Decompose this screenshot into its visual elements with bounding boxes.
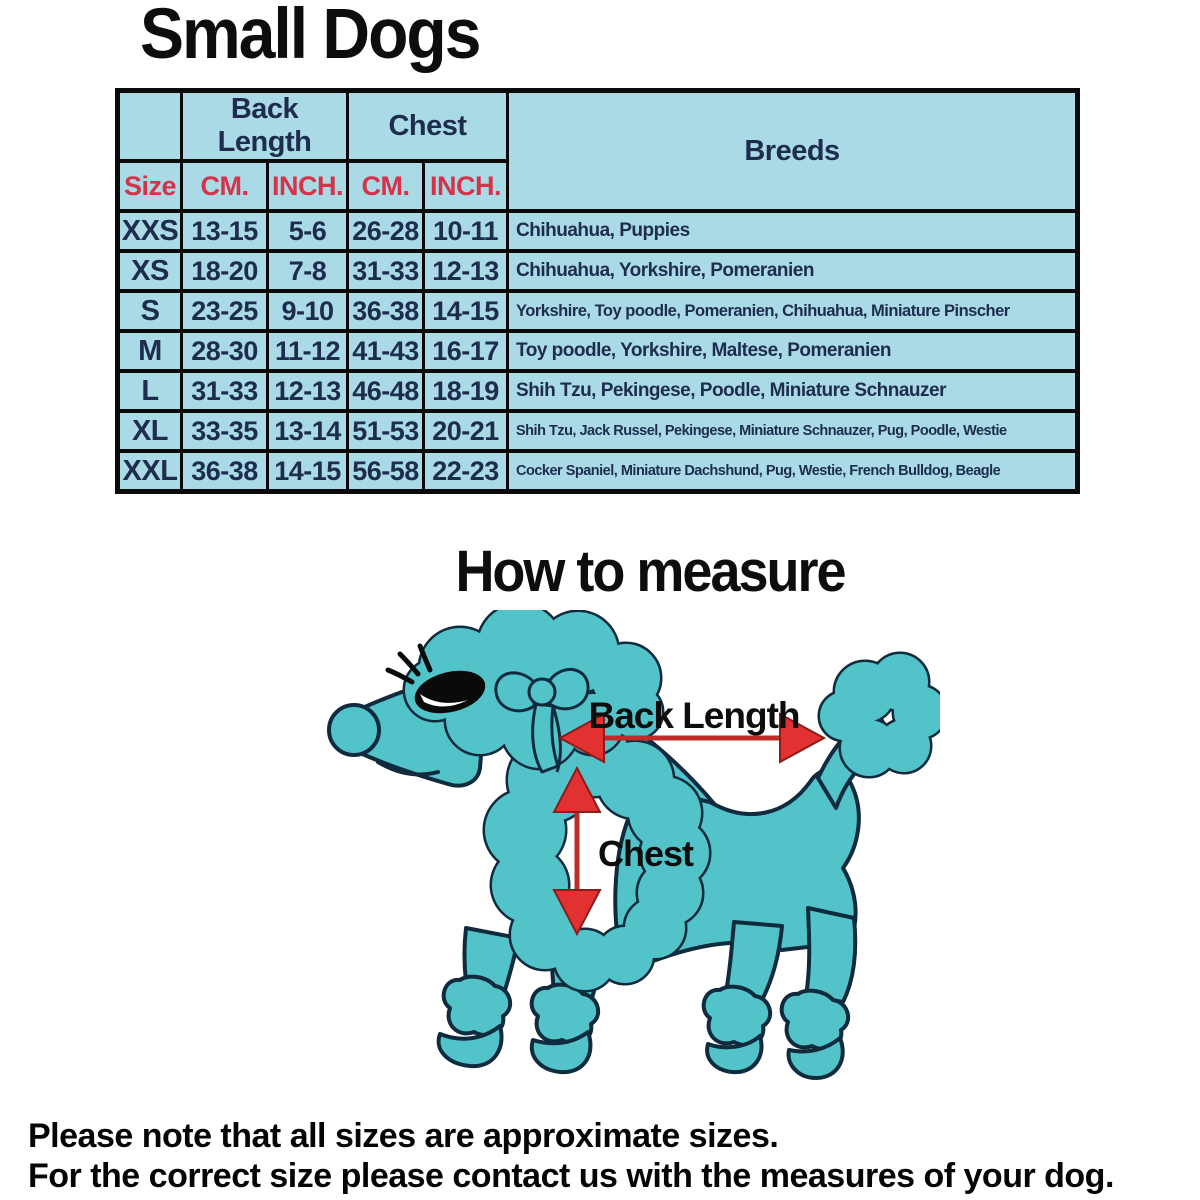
chest-cm-value: 31-33 <box>348 251 424 291</box>
chest-inch-value: 18-19 <box>424 371 508 411</box>
chest-inch-header: INCH. <box>424 161 508 211</box>
table-row <box>118 251 1078 291</box>
chest-inch-value: 20-21 <box>424 411 508 451</box>
table-group-header-row <box>118 91 1078 162</box>
breeds-header: Breeds <box>508 91 1078 212</box>
chest-cm-value: 36-38 <box>348 291 424 331</box>
breeds-value: Chihuahua, Yorkshire, Pomeranien <box>508 251 1078 291</box>
chest-cm-value: 26-28 <box>348 211 424 251</box>
table-row <box>118 451 1078 492</box>
size-value: XXL <box>118 451 182 492</box>
back-inch-value: 12-13 <box>268 371 348 411</box>
back-cm-value: 23-25 <box>182 291 268 331</box>
table-row <box>118 291 1078 331</box>
chest-label: Chest <box>598 833 694 874</box>
back-cm-value: 18-20 <box>182 251 268 291</box>
how-to-measure-title: How to measure <box>455 539 845 604</box>
chest-cm-value: 41-43 <box>348 331 424 371</box>
footer-line-1: Please note that all sizes are approximate sizes. <box>28 1117 779 1155</box>
footer-note <box>28 1116 1198 1196</box>
size-header: Size <box>118 161 182 211</box>
back-cm-value: 33-35 <box>182 411 268 451</box>
size-value: XS <box>118 251 182 291</box>
poodle-illustration <box>320 610 940 1110</box>
how-to-measure-diagram <box>320 610 940 1110</box>
back-inch-header: INCH. <box>268 161 348 211</box>
breeds-value: Shih Tzu, Pekingese, Poodle, Miniature Schnauzer <box>508 371 1078 411</box>
back-inch-value: 7-8 <box>268 251 348 291</box>
size-value: L <box>118 371 182 411</box>
table-row <box>118 211 1078 251</box>
size-table <box>115 88 1080 494</box>
back-inch-value: 11-12 <box>268 331 348 371</box>
back-inch-value: 13-14 <box>268 411 348 451</box>
chest-inch-value: 22-23 <box>424 451 508 492</box>
chest-inch-value: 14-15 <box>424 291 508 331</box>
poodle-nose <box>329 705 379 755</box>
breeds-value: Cocker Spaniel, Miniature Dachshund, Pug, Westie, French Bulldog, Beagle <box>508 451 1078 492</box>
size-value: XL <box>118 411 182 451</box>
corner-cell <box>118 91 182 162</box>
breeds-value: Shih Tzu, Jack Russel, Pekingese, Miniature Schnauzer, Pug, Poodle, Westie <box>508 411 1078 451</box>
chest-header: Chest <box>348 91 508 162</box>
page-title: Small Dogs <box>140 0 480 73</box>
chest-cm-header: CM. <box>348 161 424 211</box>
breeds-value: Yorkshire, Toy poodle, Pomeranien, Chihuahua, Miniature Pinscher <box>508 291 1078 331</box>
back-cm-value: 31-33 <box>182 371 268 411</box>
table-row <box>118 331 1078 371</box>
chest-inch-value: 16-17 <box>424 331 508 371</box>
table-row <box>118 371 1078 411</box>
chest-inch-value: 10-11 <box>424 211 508 251</box>
breeds-value: Toy poodle, Yorkshire, Maltese, Pomeranien <box>508 331 1078 371</box>
back-cm-header: CM. <box>182 161 268 211</box>
chest-inch-value: 12-13 <box>424 251 508 291</box>
back-inch-value: 5-6 <box>268 211 348 251</box>
back-cm-value: 13-15 <box>182 211 268 251</box>
back-length-label: Back Length <box>588 695 800 736</box>
chest-cm-value: 51-53 <box>348 411 424 451</box>
chest-cm-value: 56-58 <box>348 451 424 492</box>
chest-cm-value: 46-48 <box>348 371 424 411</box>
back-cm-value: 36-38 <box>182 451 268 492</box>
table-row <box>118 411 1078 451</box>
back-inch-value: 14-15 <box>268 451 348 492</box>
size-value: XXS <box>118 211 182 251</box>
back-length-header: Back Length <box>182 91 348 162</box>
size-value: M <box>118 331 182 371</box>
size-value: S <box>118 291 182 331</box>
back-cm-value: 28-30 <box>182 331 268 371</box>
breeds-value: Chihuahua, Puppies <box>508 211 1078 251</box>
footer-line-2: For the correct size please contact us with the measures of your dog. <box>28 1157 1114 1195</box>
back-inch-value: 9-10 <box>268 291 348 331</box>
